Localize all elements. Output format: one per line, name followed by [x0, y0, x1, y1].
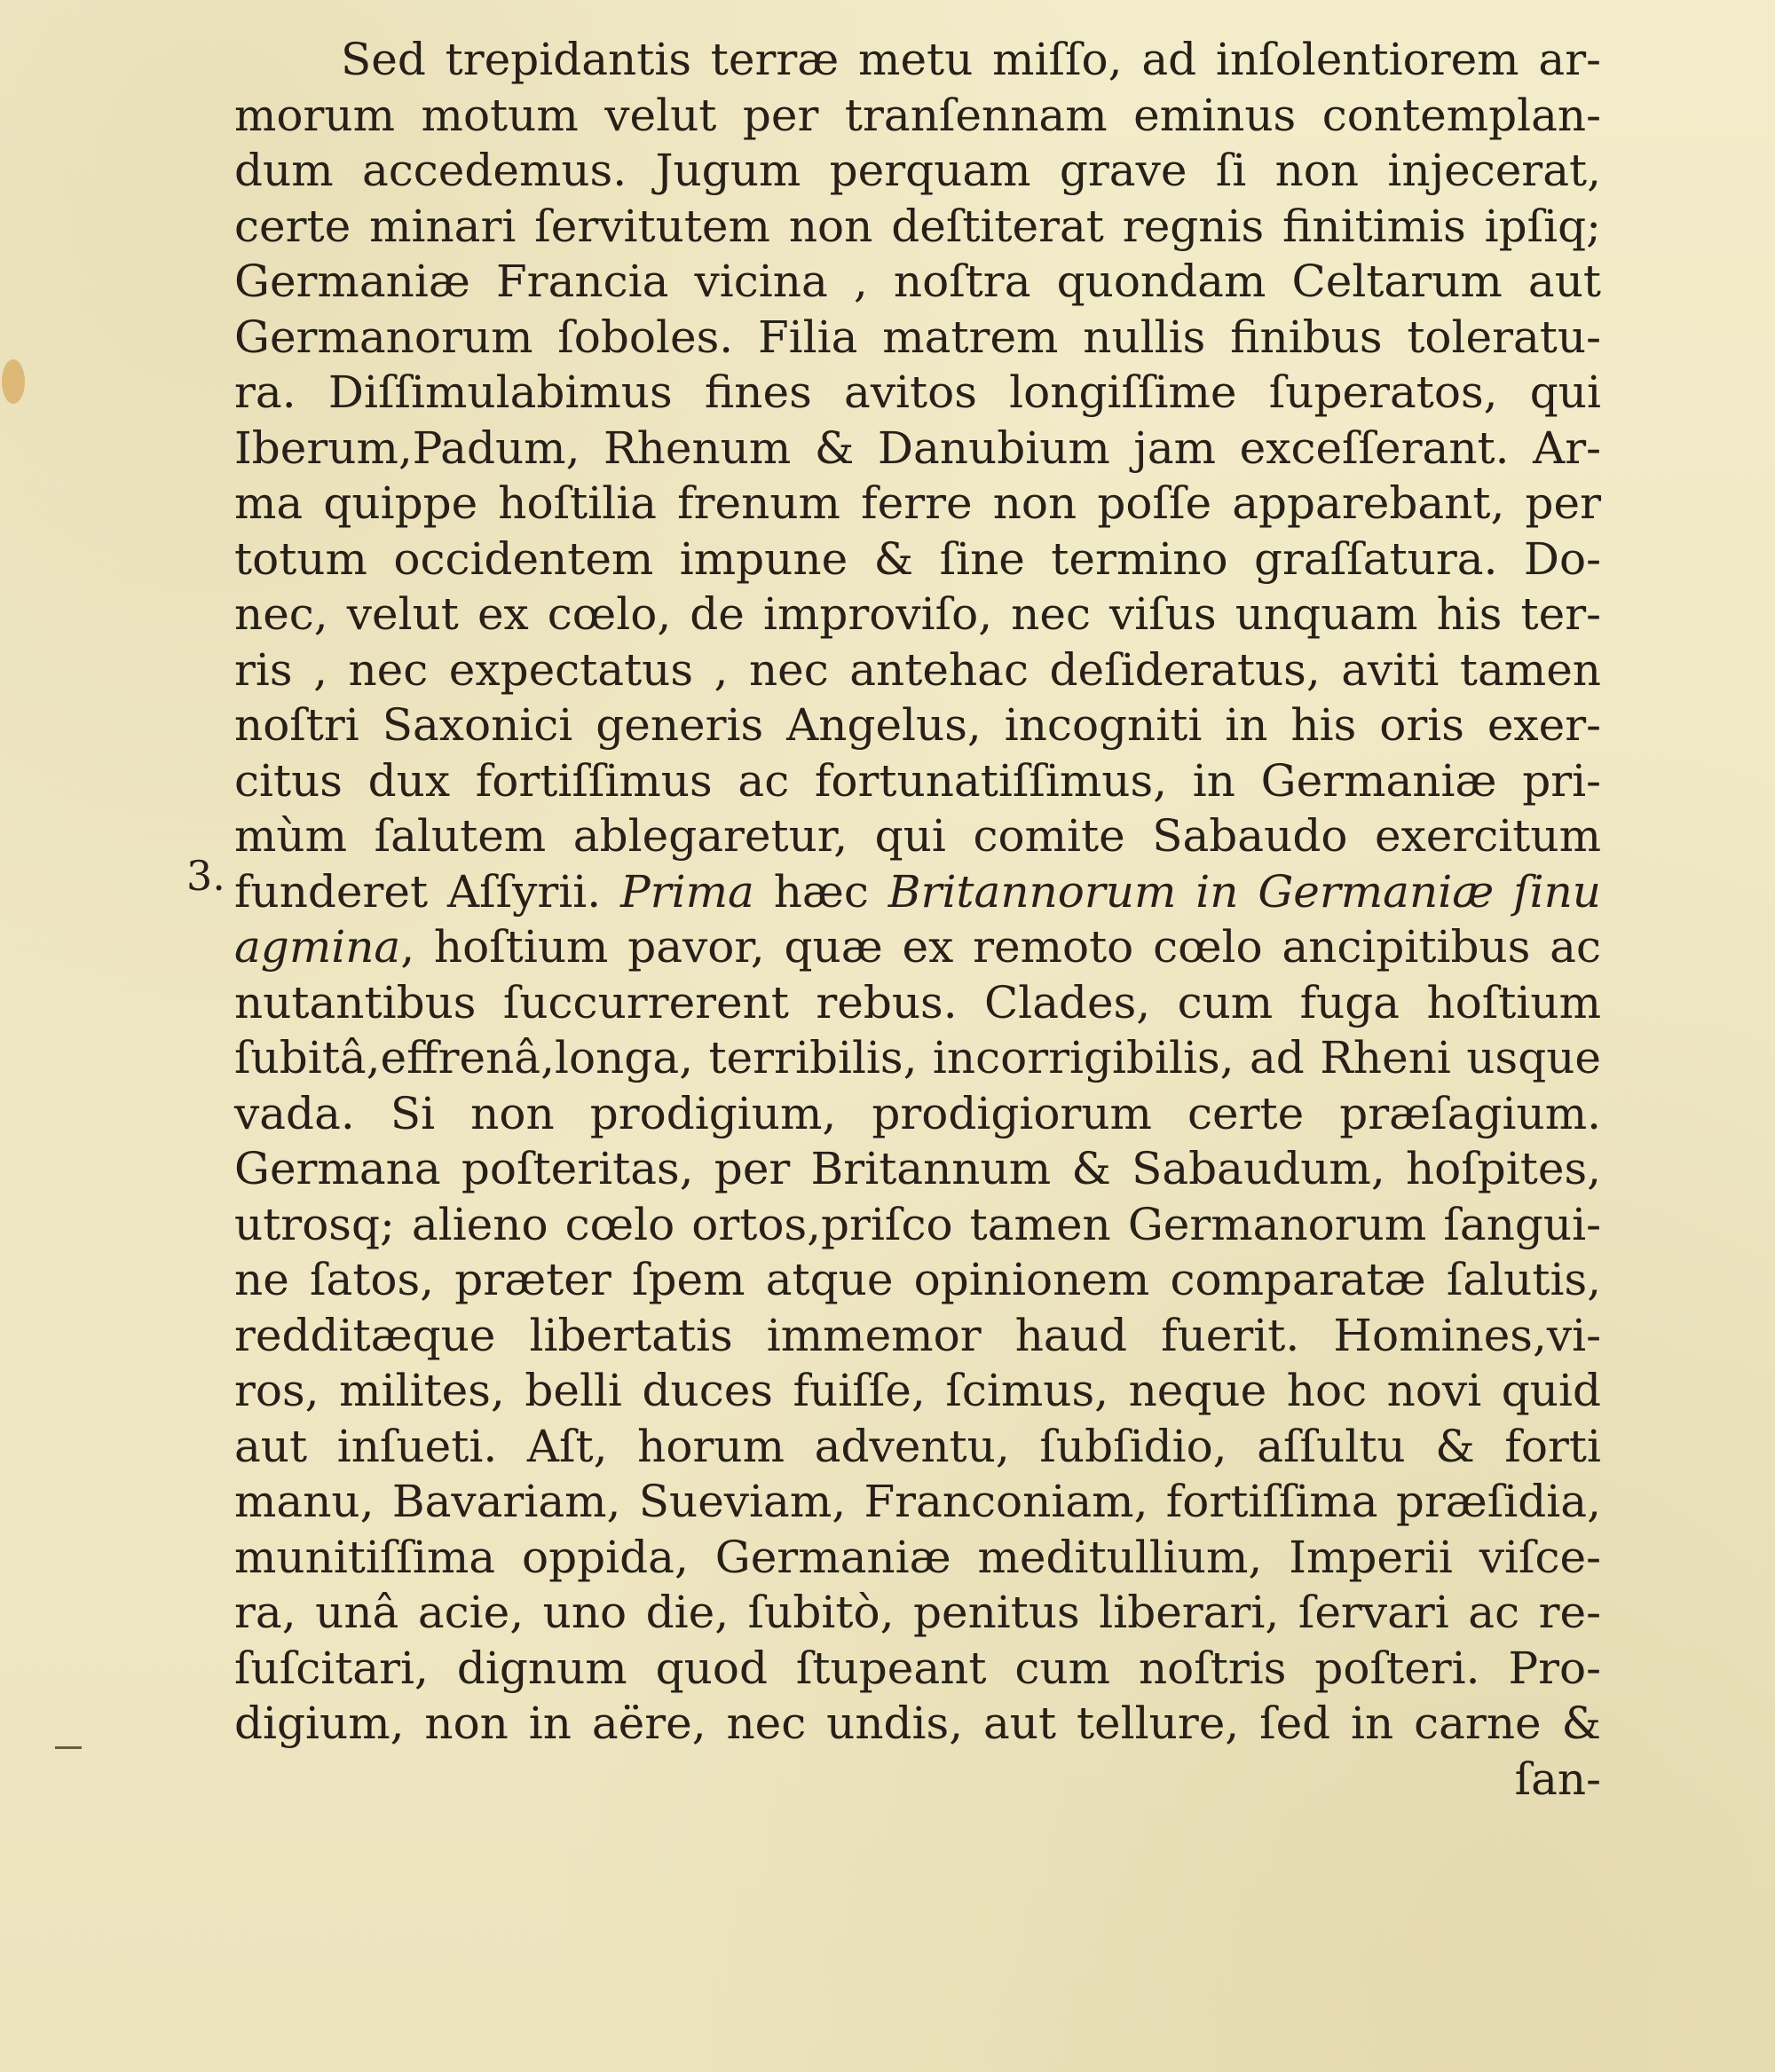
text-line: noſtri Saxonici generis Angelus, incogniti in his oris exer-	[234, 699, 1601, 751]
text-line: digium, non in aëre, nec undis, aut tellure, ſed in carne &	[234, 1698, 1601, 1749]
text-line: ſubitâ,effrenâ,longa, terribilis, incorrigibilis, ad Rheni usque	[234, 1032, 1601, 1083]
text-segment: hæc	[753, 865, 888, 918]
italic-segment: Prima	[620, 865, 754, 918]
text-line: ra. Diſſimulabimus fines avitos longiſſime ſuperatos, qui	[234, 366, 1601, 418]
text-line: ros, milites, belli duces fuiſſe, ſcimus, neque hoc novi quid	[234, 1365, 1601, 1416]
italic-segment: agmina	[234, 921, 401, 973]
text-line	[234, 864, 1601, 920]
text-line: ma quippe hoſtilia frenum ferre non poſſe apparebant, per	[234, 477, 1601, 529]
text-line: ra, unâ acie, uno die, ſubitò, penitus liberari, ſervari ac re-	[234, 1587, 1601, 1638]
text-line: Germana poſteritas, per Britannum & Sabaudum, hoſpites,	[234, 1143, 1601, 1194]
italic-segment: Britannorum in Germaniæ ſinu	[888, 865, 1601, 918]
text-line: Germaniæ Francia vicina , noſtra quondam Celtarum aut	[234, 256, 1601, 307]
text-line: Germanorum ſoboles. Filia matrem nullis finibus toleratu-	[234, 311, 1601, 363]
paper-stain	[2, 359, 25, 404]
body-text	[234, 32, 1601, 1807]
text-line: mùm ſalutem ablegaretur, qui comite Sabaudo exercitum	[234, 810, 1601, 862]
text-line: aut inſueti. Aſt, horum adventu, ſubſidio, aſſultu & forti	[234, 1420, 1601, 1472]
text-line: ne ſatos, præter ſpem atque opinionem comparatæ ſalutis,	[234, 1254, 1601, 1305]
text-line: dum accedemus. Jugum perquam grave ſi non injecerat,	[234, 145, 1601, 196]
text-segment: , hoſtium pavor, quæ ex remoto cœlo ancipitibus ac	[400, 921, 1601, 973]
text-line: citus dux fortiſſimus ac fortunatiſſimus, in Germaniæ pri-	[234, 754, 1601, 807]
text-segment: funderet Aſſyrii.	[234, 865, 621, 918]
text-line: ſan-	[1514, 1753, 1601, 1805]
text-line: morum motum velut per tranſennam eminus contemplan-	[234, 89, 1601, 141]
text-line	[234, 919, 1601, 975]
text-line: Iberum,Padum, Rhenum & Danubium jam exceſſerant. Ar-	[234, 421, 1601, 474]
text-line: totum occidentem impune & ſine termino graſſatura. Do-	[234, 532, 1601, 585]
margin-number: 3.	[186, 852, 225, 900]
text-line: utrosq; alieno cœlo ortos,priſco tamen Germanorum ſangui-	[234, 1198, 1601, 1250]
margin-tick-mark	[55, 1746, 82, 1749]
text-line: nutantibus ſuccurrerent rebus. Clades, cum fuga hoſtium	[234, 976, 1601, 1028]
text-line: nec, velut ex cœlo, de improviſo, nec viſus unquam his ter-	[234, 588, 1601, 640]
text-line: manu, Bavariam, Sueviam, Franconiam, fortiſſima præſidia,	[234, 1476, 1601, 1527]
text-line: certe minari ſervitutem non deſtiterat regnis finitimis ipſiq;	[234, 200, 1601, 252]
text-line: ſuſcitari, dignum quod ſtupeant cum noſtris poſteri. Pro-	[234, 1642, 1601, 1694]
text-line: munitiſſima oppida, Germaniæ meditullium, Imperii viſce-	[234, 1531, 1601, 1583]
text-line: ris , nec expectatus , nec antehac deſideratus, aviti tamen	[234, 643, 1601, 696]
text-line: vada. Si non prodigium, prodigiorum certe præſagium.	[234, 1087, 1601, 1139]
text-line: Sed trepidantis terræ metu miſſo, ad inſolentiorem ar-	[341, 34, 1601, 85]
text-line: redditæque libertatis immemor haud fuerit. Homines,vi-	[234, 1309, 1601, 1361]
